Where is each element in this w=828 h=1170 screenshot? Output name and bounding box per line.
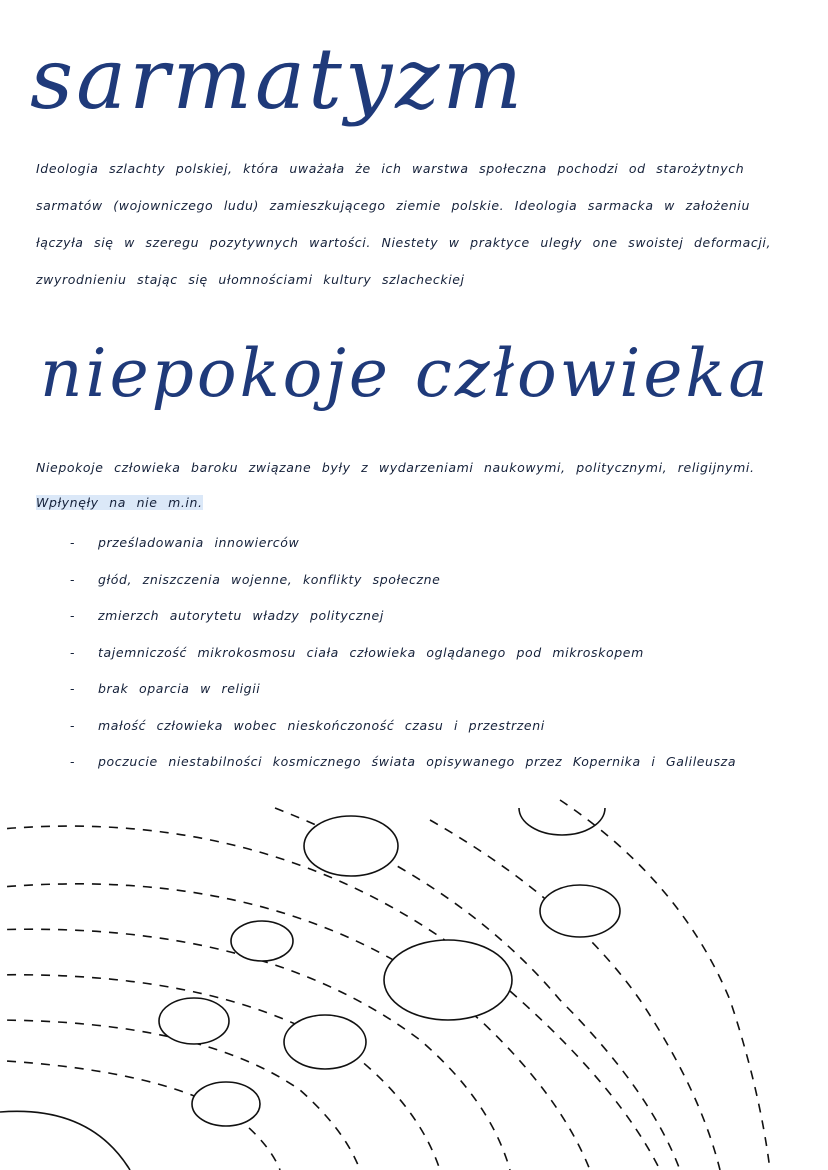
list-item-text: brak oparcia w religii [98, 681, 261, 696]
list-item [70, 525, 810, 562]
list-item [70, 598, 810, 635]
orbit-line [0, 826, 660, 1170]
planet-circle [540, 885, 620, 937]
list-item-text: tajemniczość mikrokosmosu ciała człowieka oglądanego pod mikroskopem [98, 644, 644, 660]
orbit-line [0, 975, 440, 1170]
title-sarmatyzm: sarmatyzm [30, 30, 526, 128]
bullet-dash: - [70, 754, 76, 769]
anxieties-list [70, 525, 810, 781]
bullet-dash: - [70, 717, 76, 733]
planet-circle [284, 1015, 366, 1069]
title-niepokoje-czlowieka: niepokoje człowieka [40, 335, 771, 412]
sun-arc [0, 1111, 130, 1170]
bullet-dash: - [70, 681, 76, 696]
list-item [70, 562, 810, 599]
paragraph-human-anxieties-text: Niepokoje człowieka baroku związane były z wydarzeniami naukowymi, politycznymi, religijnymi. [36, 460, 755, 475]
paragraph-human-anxieties [36, 450, 816, 520]
list-item-text: małość człowieka wobec nieskończoność czasu i przestrzeni [98, 717, 545, 733]
planet-circle [304, 816, 398, 876]
orbit-line [560, 800, 770, 1170]
bullet-dash: - [70, 608, 76, 623]
bullet-dash: - [70, 571, 76, 587]
highlighted-text: Wpłynęły na nie m.in. [36, 495, 203, 510]
list-item-text: prześladowania innowierców [98, 535, 300, 550]
solar-system-drawing [0, 790, 828, 1170]
list-item-text: zmierzch autorytetu władzy politycznej [98, 608, 384, 623]
list-item [70, 708, 810, 745]
bullet-dash: - [70, 535, 76, 550]
list-item [70, 671, 810, 708]
planet-circle [231, 921, 293, 961]
planet-circle [192, 1082, 260, 1126]
bullet-dash: - [70, 644, 76, 660]
list-item-text: głód, zniszczenia wojenne, konflikty społeczne [98, 571, 441, 587]
paragraph-sarmatism-definition: Ideologia szlachty polskiej, która uważała że ich warstwa społeczna pochodzi od starożytnych sarmatów (wojowniczego ludu) zamieszkującego ziemie polskie. Ideologia sarmacka w założeniu łączyła się w szeregu pozytywnych wartości. Niestety w praktyce uległy one swoistej deformacji, zwyrodnieniu stając się ułomnościami kultury szlacheckiej [36, 161, 772, 287]
list-item [70, 635, 810, 672]
list-item-text: poczucie niestabilności kosmicznego świata opisywanego przez Kopernika i Galileusza [98, 754, 737, 769]
planet-arc [519, 808, 605, 835]
planet-circle [159, 998, 229, 1044]
planet-circle [384, 940, 512, 1020]
list-item [70, 744, 810, 781]
